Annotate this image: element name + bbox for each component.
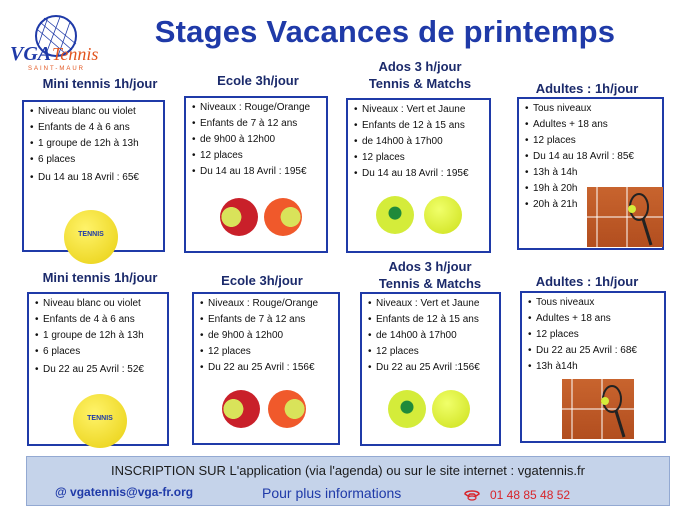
list-item: • 12 places (525, 135, 662, 147)
stage-card (27, 292, 169, 446)
list-item: • Enfants de 7 à 12 ans (192, 118, 326, 130)
stage-card (520, 291, 666, 443)
yellow-ball-image (424, 196, 462, 234)
vga-tennis-logo (8, 14, 108, 74)
yellow-ball-image (432, 390, 470, 428)
list-item: • Du 22 au 25 Avril : 156€ (200, 362, 338, 374)
list-item: • 19h à 20h (525, 183, 662, 195)
list-item: • Tous niveaux (528, 297, 664, 309)
green-ball-image (376, 196, 414, 234)
card-title: Adultes : 1h/jour (535, 81, 639, 96)
list-item: • Enfants de 4 à 6 ans (30, 122, 163, 134)
list-item: • de 14h00 à 17h00 (368, 330, 499, 342)
card-title: Ecole 3h/jour (217, 73, 299, 88)
info-text: Pour plus informations (262, 485, 402, 501)
list-item: • 20h à 21h (525, 199, 662, 211)
card-title: Ecole 3h/jour (221, 273, 303, 288)
ball-label: TENNIS (78, 231, 104, 238)
stage-card (517, 97, 664, 250)
svg-text:SAINT-MAUR: SAINT-MAUR (28, 66, 86, 72)
list-item: • Enfants de 12 à 15 ans (354, 120, 489, 132)
list-item: • Niveaux : Vert et Jaune (368, 298, 499, 310)
card-title: Mini tennis 1h/jour (42, 270, 158, 285)
mini-tennis-ball-image (73, 394, 127, 448)
phone-number[interactable]: 01 48 85 48 52 (490, 488, 571, 502)
list-item: • Enfants de 4 à 6 ans (35, 314, 167, 326)
list-item: • 12 places (192, 150, 326, 162)
list-item: • Du 14 au 18 Avril : 85€ (525, 151, 662, 163)
list-item: • de 14h00 à 17h00 (354, 136, 489, 148)
list-item: • Du 14 au 18 Avril : 195€ (354, 168, 489, 180)
list-item: • Niveau blanc ou violet (35, 298, 167, 310)
list-item: • 13h à14h (528, 361, 664, 373)
list-item: • Enfants de 7 à 12 ans (200, 314, 338, 326)
list-item: • 13h à 14h (525, 167, 662, 179)
svg-text:VGA: VGA (10, 43, 52, 65)
list-item: • Tous niveaux (525, 103, 662, 115)
list-item: • Niveaux : Rouge/Orange (200, 298, 338, 310)
list-item: • Du 22 au 25 Avril : 68€ (528, 345, 664, 357)
list-item: • Du 14 au 18 Avril : 195€ (192, 166, 326, 178)
list-item: • 1 groupe de 12h à 13h (35, 330, 167, 342)
phone-icon (463, 488, 481, 502)
list-item: • Niveaux : Rouge/Orange (192, 102, 326, 114)
footer-banner (26, 456, 670, 506)
stage-card (184, 96, 328, 253)
stage-card (360, 292, 501, 446)
list-item: • 6 places (30, 154, 163, 166)
clay-court-racket-image (587, 187, 663, 247)
green-ball-image (388, 390, 426, 428)
list-item: • Adultes + 18 ans (528, 313, 664, 325)
stage-card (192, 292, 340, 445)
list-item: • Adultes + 18 ans (525, 119, 662, 131)
list-item: • Niveaux : Vert et Jaune (354, 104, 489, 116)
card-title: Ados 3 h/jour Tennis & Matchs (368, 59, 472, 91)
list-item: • Enfants de 12 à 15 ans (368, 314, 499, 326)
red-ball-image (220, 198, 258, 236)
list-item: • de 9h00 à 12h00 (192, 134, 326, 146)
ball-label: TENNIS (87, 415, 113, 422)
inscription-text: INSCRIPTION SUR L'application (via l'agenda) ou sur le site internet : vgatennis.fr (111, 463, 585, 478)
list-item: • 12 places (354, 152, 489, 164)
svg-text:Tennis: Tennis (52, 44, 99, 64)
card-title: Mini tennis 1h/jour (42, 76, 158, 91)
red-ball-image (222, 390, 260, 428)
list-item: • Niveau blanc ou violet (30, 106, 163, 118)
list-item: • Du 22 au 25 Avril :156€ (368, 362, 499, 374)
list-item: • 12 places (200, 346, 338, 358)
page-title: Stages Vacances de printemps (154, 14, 616, 49)
orange-ball-image (264, 198, 302, 236)
list-item: • Du 22 au 25 Avril : 52€ (35, 364, 167, 376)
card-title: Adultes : 1h/jour (535, 274, 639, 289)
list-item: • 12 places (368, 346, 499, 358)
stage-card (22, 100, 165, 252)
list-item: • 12 places (528, 329, 664, 341)
email-link[interactable]: @ vgatennis@vga-fr.org (55, 485, 194, 499)
list-item: • de 9h00 à 12h00 (200, 330, 338, 342)
clay-court-racket-image (562, 379, 634, 439)
card-title: Ados 3 h/jour Tennis & Matchs (378, 259, 482, 291)
list-item: • 6 places (35, 346, 167, 358)
list-item: • 1 groupe de 12h à 13h (30, 138, 163, 150)
list-item: • Du 14 au 18 Avril : 65€ (30, 172, 163, 184)
mini-tennis-ball-image (64, 210, 118, 264)
stage-card (346, 98, 491, 253)
orange-ball-image (268, 390, 306, 428)
